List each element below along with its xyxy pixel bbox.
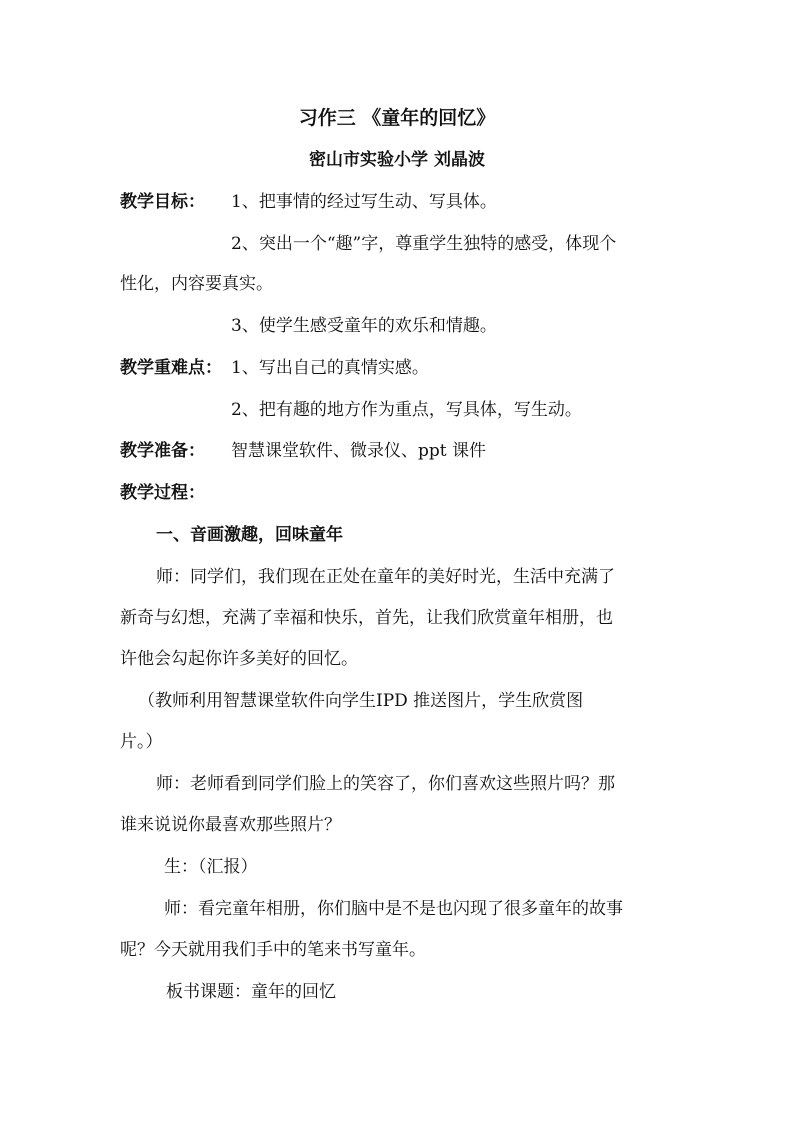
goal-item-2-line-2: 性化，内容要真实。 — [120, 274, 273, 294]
document-title: 习作三 《童年的回忆》 — [298, 107, 496, 129]
preparation-text: 智慧课堂软件、微录仪、ppt 课件 — [231, 441, 486, 461]
preparation-label: 教学准备： — [120, 441, 205, 461]
goal-item-2-line-1: 2、突出一个“趣”字，尊重学生独特的感受，体现个 — [231, 234, 617, 254]
goals-line-1 — [0, 191, 794, 213]
paragraph-1-line-2: 新奇与幻想，充满了幸福和快乐，首先，让我们欣赏童年相册，也 — [120, 608, 613, 628]
author-line: 密山市实验小学 刘晶波 — [309, 150, 485, 170]
goal-item-3: 3、使学生感受童年的欢乐和情趣。 — [231, 316, 497, 336]
key-points-line-1 — [0, 357, 794, 379]
paragraph-1-line-3: 许他会勾起你许多美好的回忆。 — [120, 649, 358, 669]
paragraph-6: 板书课题：童年的回忆 — [166, 982, 336, 1002]
paragraph-5-line-1: 师：看完童年相册，你们脑中是不是也闪现了很多童年的故事 — [164, 899, 623, 919]
paragraph-5-line-2: 呢？今天就用我们手中的笔来书写童年。 — [120, 940, 426, 960]
paragraph-3-line-2: 谁来说说你最喜欢那些照片？ — [120, 815, 341, 835]
paragraph-2-line-1: （教师利用智慧课堂软件向学生IPD 推送图片，学生欣赏图 — [138, 691, 584, 711]
preparation-line — [0, 440, 794, 462]
key-point-item-2: 2、把有趣的地方作为重点，写具体，写生动。 — [231, 400, 582, 420]
paragraph-4: 生：（汇报） — [164, 857, 258, 877]
goals-label: 教学目标： — [120, 192, 205, 212]
key-point-item-1: 1、写出自己的真情实感。 — [231, 358, 429, 378]
goal-item-1: 1、把事情的经过写生动、写具体。 — [231, 192, 497, 212]
section-1-heading: 一、音画激趣，回味童年 — [156, 525, 343, 545]
process-label: 教学过程： — [120, 483, 205, 503]
paragraph-3-line-1: 师：老师看到同学们脸上的笑容了，你们喜欢这些照片吗？那 — [156, 774, 615, 794]
key-points-label: 教学重难点： — [120, 358, 222, 378]
paragraph-1-line-1: 师：同学们，我们现在正处在童年的美好时光，生活中充满了 — [156, 567, 615, 587]
paragraph-2-line-2: 片。） — [120, 732, 163, 752]
